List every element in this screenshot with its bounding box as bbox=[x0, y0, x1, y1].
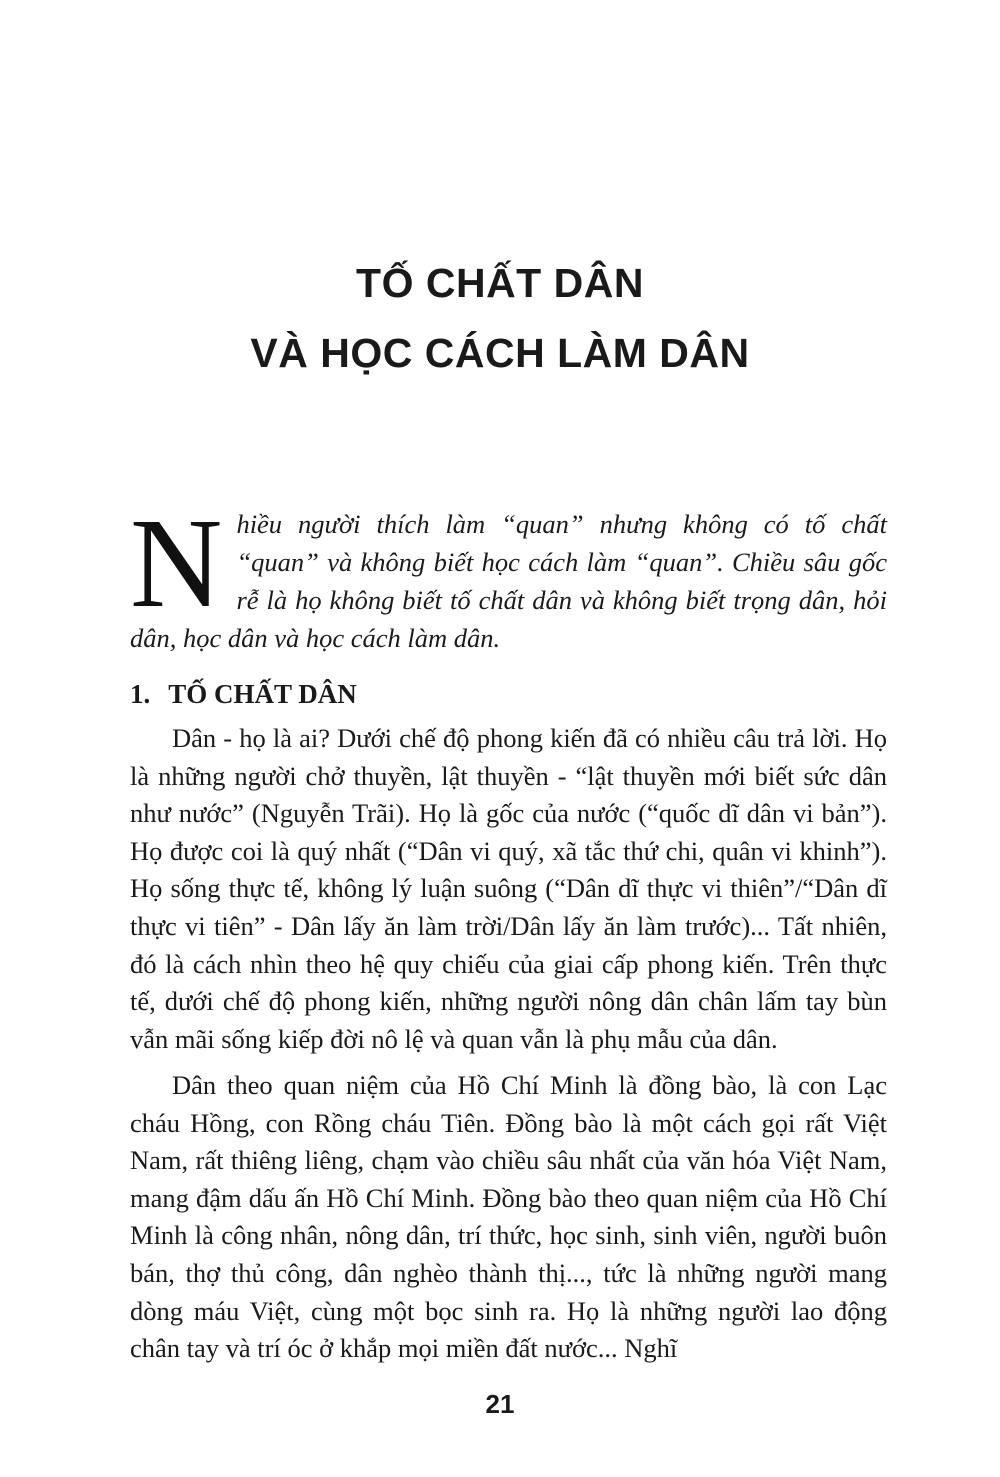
intro-text: hiều người thích làm “quan” nhưng không có tố chất “quan” và không biết học cách làm “quan”. Chiều sâu gốc rễ là họ không biết tố chất dân và không biết trọng dân, hỏi dân, học dân và học cách làm dân. bbox=[130, 509, 887, 653]
intro-paragraph bbox=[130, 492, 887, 657]
drop-cap: N bbox=[130, 492, 223, 634]
section-heading bbox=[130, 675, 357, 713]
section-number: 1. bbox=[130, 679, 151, 709]
chapter-title bbox=[0, 248, 1000, 388]
section-title: TỐ CHẤT DÂN bbox=[168, 679, 357, 709]
chapter-title-line-1: TỐ CHẤT DÂN bbox=[356, 260, 644, 306]
body-paragraph-2: Dân theo quan niệm của Hồ Chí Minh là đồng bào, là con Lạc cháu Hồng, con Rồng cháu Tiên. Đồng bào là một cách gọi rất Việt Nam, rất thiêng liêng, chạm vào chiều sâu nhất của văn hóa Việt Nam, mang đậm dấu ấn Hồ Chí Minh. Đồng bào theo quan niệm của Hồ Chí Minh là công nhân, nông dân, trí thức, học sinh, sinh viên, người buôn bán, thợ thủ công, dân nghèo thành thị..., tức là những người mang dòng máu Việt, cùng một bọc sinh ra. Họ là những người lao động chân tay và trí óc ở khắp mọi miền đất nước... Nghĩ bbox=[130, 1070, 887, 1364]
page-number: 21 bbox=[485, 1389, 515, 1419]
body-paragraph-1: Dân - họ là ai? Dưới chế độ phong kiến đã có nhiều câu trả lời. Họ là những người chở thuyền, lật thuyền - “lật thuyền mới biết sức dân như nước” (Nguyễn Trãi). Họ là gốc của nước (“quốc dĩ dân vi bản”). Họ được coi là quý nhất (“Dân vi quý, xã tắc thứ chi, quân vi khinh”). Họ sống thực tế, không lý luận suông (“Dân dĩ thực vi thiên”/“Dân dĩ thực vi tiên” - Dân lấy ăn làm trời/Dân lấy ăn làm trước)... Tất nhiên, đó là cách nhìn theo hệ quy chiếu của giai cấp phong kiến. Trên thực tế, dưới chế độ phong kiến, những người nông dân chân lấm tay bùn vẫn mãi sống kiếp đời nô lệ và quan vẫn là phụ mẫu của dân. bbox=[130, 723, 887, 1054]
chapter-title-line-2: VÀ HỌC CÁCH LÀM DÂN bbox=[250, 330, 750, 376]
